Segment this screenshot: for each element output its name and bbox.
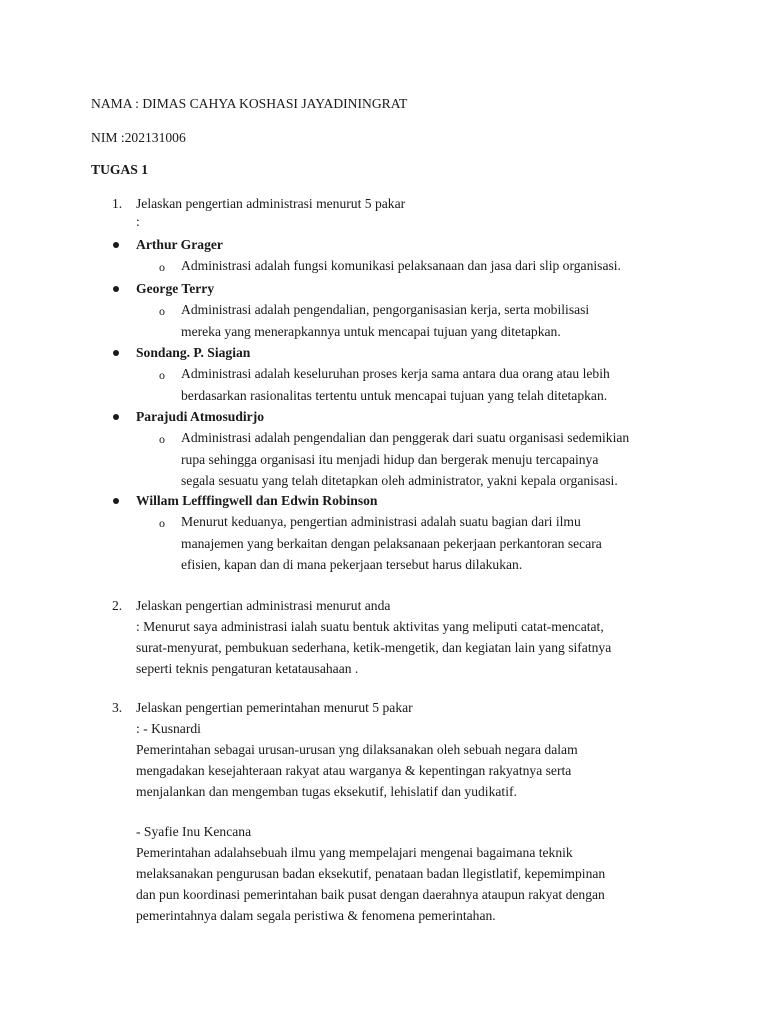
q1-question: Jelaskan pengertian administrasi menurut 5 pakar: [136, 196, 406, 211]
expert-definition-line: Menurut keduanya, pengertian administrasi adalah suatu bagian dari ilmu: [181, 514, 581, 529]
q3-answer-line: : - Kusnardi: [136, 721, 201, 736]
expert-definition-line: manajemen yang berkaitan dengan pelaksanaan pekerjaan perkantoran secara: [181, 536, 602, 551]
expert-name: Willam Lefffingwell dan Edwin Robinson: [136, 493, 378, 508]
q2-answer-line: seperti teknis pengaturan ketatausahaan .: [136, 661, 359, 676]
q3-answer-line: menjalankan dan mengemban tugas eksekutif, lehislatif dan yudikatif.: [136, 784, 517, 799]
expert-name: Arthur Grager: [136, 237, 223, 252]
q3-answer-line: pemerintahnya dalam segala peristiwa & fenomena pemerintahan.: [136, 908, 496, 923]
q2-answer-line: : Menurut saya administrasi ialah suatu bentuk aktivitas yang meliputi catat-mencatat,: [136, 619, 604, 634]
expert-definition-line: mereka yang menerapkannya untuk mencapai tujuan yang ditetapkan.: [181, 324, 561, 339]
expert-name: Sondang. P. Siagian: [136, 345, 251, 360]
expert-name: George Terry: [136, 281, 215, 296]
expert-definition-line: Administrasi adalah pengendalian dan penggerak dari suatu organisasi sedemikian: [181, 430, 630, 445]
expert-definition-line: berdasarkan rasionalitas tertentu untuk mencapai tujuan yang telah ditetapkan.: [181, 388, 608, 403]
bullet-dot: [113, 414, 119, 420]
assignment-title: TUGAS 1: [91, 162, 149, 177]
q3-question: Jelaskan pengertian pemerintahan menurut 5 pakar: [136, 700, 413, 715]
q1-colon: :: [136, 214, 140, 229]
bullet-dot: [113, 242, 119, 248]
q2-answer-line: surat-menyurat, pembukuan sederhana, ketik-mengetik, dan kegiatan lain yang sifatnya: [136, 640, 612, 655]
bullet-dot: [113, 350, 119, 356]
q3-answer-line: mengadakan kesejahteraan rakyat atau warganya & kepentingan rakyatnya serta: [136, 763, 572, 778]
student-name: NAMA : DIMAS CAHYA KOSHASI JAYADININGRAT: [91, 96, 408, 111]
q2-number: 2.: [112, 598, 123, 613]
expert-definition-line: Administrasi adalah fungsi komunikasi pelaksanaan dan jasa dari slip organisasi.: [181, 258, 621, 273]
expert-definition-line: rupa sehingga organisasi itu menjadi hidup dan bergerak menuju tercapainya: [181, 452, 599, 467]
q1-number: 1.: [112, 196, 123, 211]
q3-answer-line: Pemerintahan adalahsebuah ilmu yang mempelajari mengenai bagaimana teknik: [136, 845, 573, 860]
sub-bullet-circle: o: [159, 260, 165, 274]
expert-definition-line: Administrasi adalah keseluruhan proses kerja sama antara dua orang atau lebih: [181, 366, 610, 381]
q3-number: 3.: [112, 700, 123, 715]
q3-answer-line: melaksanakan pengurusan badan eksekutif, penataan badan llegistlatif, kepemimpinan: [136, 866, 606, 881]
q3-answer-line: Pemerintahan sebagai urusan-urusan yng dilaksanakan oleh sebuah negara dalam: [136, 742, 578, 757]
bullet-dot: [113, 498, 119, 504]
expert-name: Parajudi Atmosudirjo: [136, 409, 265, 424]
sub-bullet-circle: o: [159, 516, 165, 530]
sub-bullet-circle: o: [159, 304, 165, 318]
sub-bullet-circle: o: [159, 368, 165, 382]
q3-answer-line: - Syafie Inu Kencana: [136, 824, 252, 839]
sub-bullet-circle: o: [159, 432, 165, 446]
q3-answer-line: dan pun koordinasi pemerintahan baik pusat dengan daerahnya ataupun rakyat dengan: [136, 887, 605, 902]
bullet-dot: [113, 286, 119, 292]
expert-definition-line: segala sesuatu yang telah ditetapkan oleh administrator, yakni kepala organisasi.: [181, 473, 618, 488]
q2-question: Jelaskan pengertian administrasi menurut anda: [136, 598, 391, 613]
student-nim: NIM :202131006: [91, 130, 186, 145]
expert-definition-line: efisien, kapan dan di mana pekerjaan tersebut harus dilakukan.: [181, 557, 523, 572]
expert-definition-line: Administrasi adalah pengendalian, pengorganisasian kerja, serta mobilisasi: [181, 302, 590, 317]
